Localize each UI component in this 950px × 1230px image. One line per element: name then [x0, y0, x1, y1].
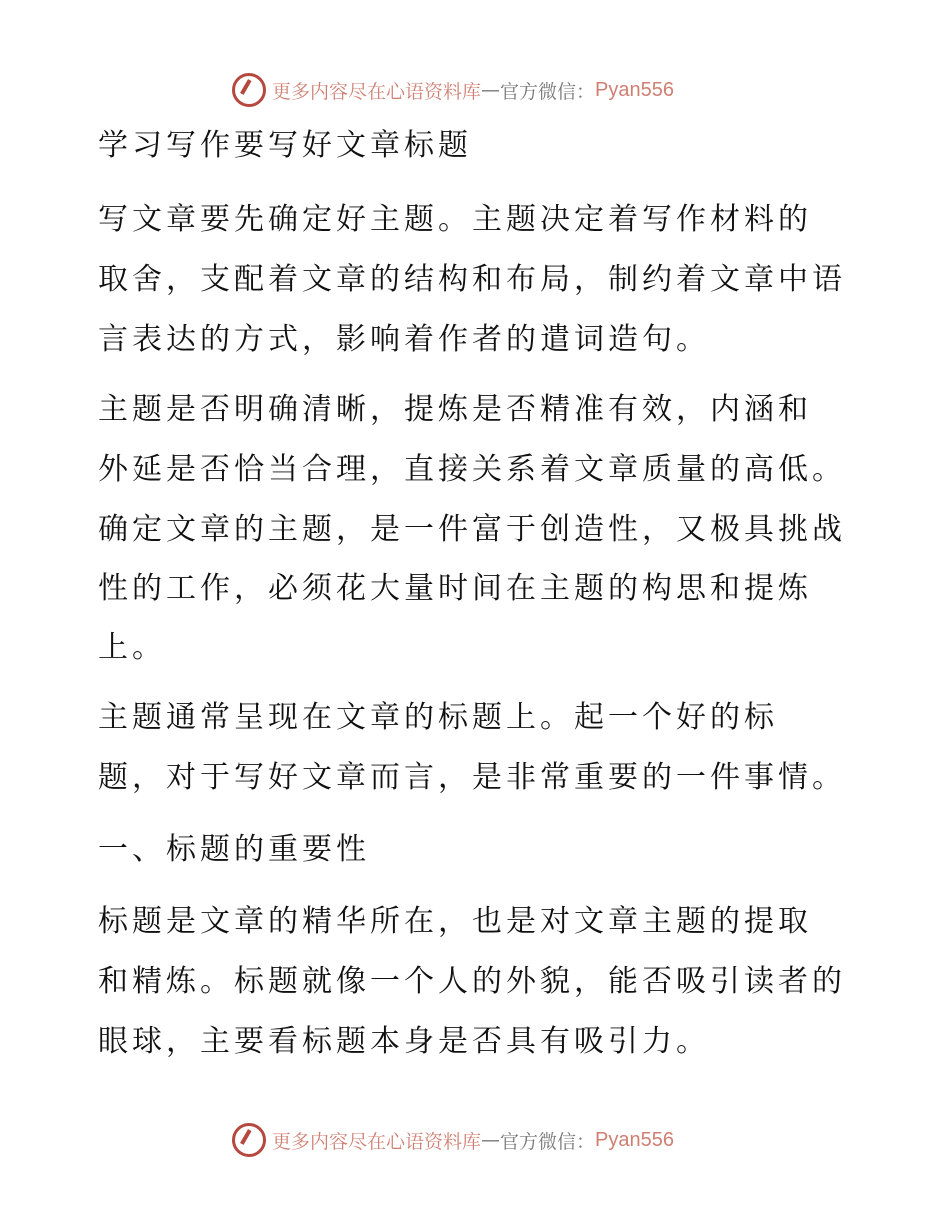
header-banner: 更多内容尽在心语资料库 — 官方微信： Pyan556 [232, 70, 712, 110]
paragraph-line: 眼球，主要看标题本身是否具有吸引力。 [98, 1024, 710, 1059]
paragraph-line: 上。 [98, 630, 166, 665]
paragraph-line: 写文章要先确定好主题。主题决定着写作材料的 [98, 202, 812, 237]
paragraph-line: 主题是否明确清晰，提炼是否精准有效，内涵和 [98, 392, 812, 427]
paragraph-line: 取舍，支配着文章的结构和布局，制约着文章中语 [98, 262, 846, 297]
paragraph-line: 主题通常呈现在文章的标题上。起一个好的标 [98, 700, 778, 735]
paragraph-line: 题，对于写好文章而言，是非常重要的一件事情。 [98, 760, 846, 795]
document-title: 学习写作要写好文章标题 [98, 128, 472, 163]
paragraph-line: 确定文章的主题，是一件富于创造性，又极具挑战 [98, 512, 846, 547]
paragraph-line: 言表达的方式，影响着作者的遣词造句。 [98, 322, 710, 357]
paragraph-line: 标题是文章的精华所在，也是对文章主题的提取 [98, 904, 812, 939]
paragraph-line: 和精炼。标题就像一个人的外貌，能否吸引读者的 [98, 964, 846, 999]
section-heading: 一、标题的重要性 [98, 832, 370, 867]
paragraph-line: 外延是否恰当合理，直接关系着文章质量的高低。 [98, 452, 846, 487]
footer-banner: 更多内容尽在心语资料库 — 官方微信： Pyan556 [232, 1120, 712, 1160]
pen-logo-icon [232, 1123, 266, 1157]
paragraph-line: 性的工作，必须花大量时间在主题的构思和提炼 [98, 571, 812, 606]
pen-logo-icon [232, 73, 266, 107]
